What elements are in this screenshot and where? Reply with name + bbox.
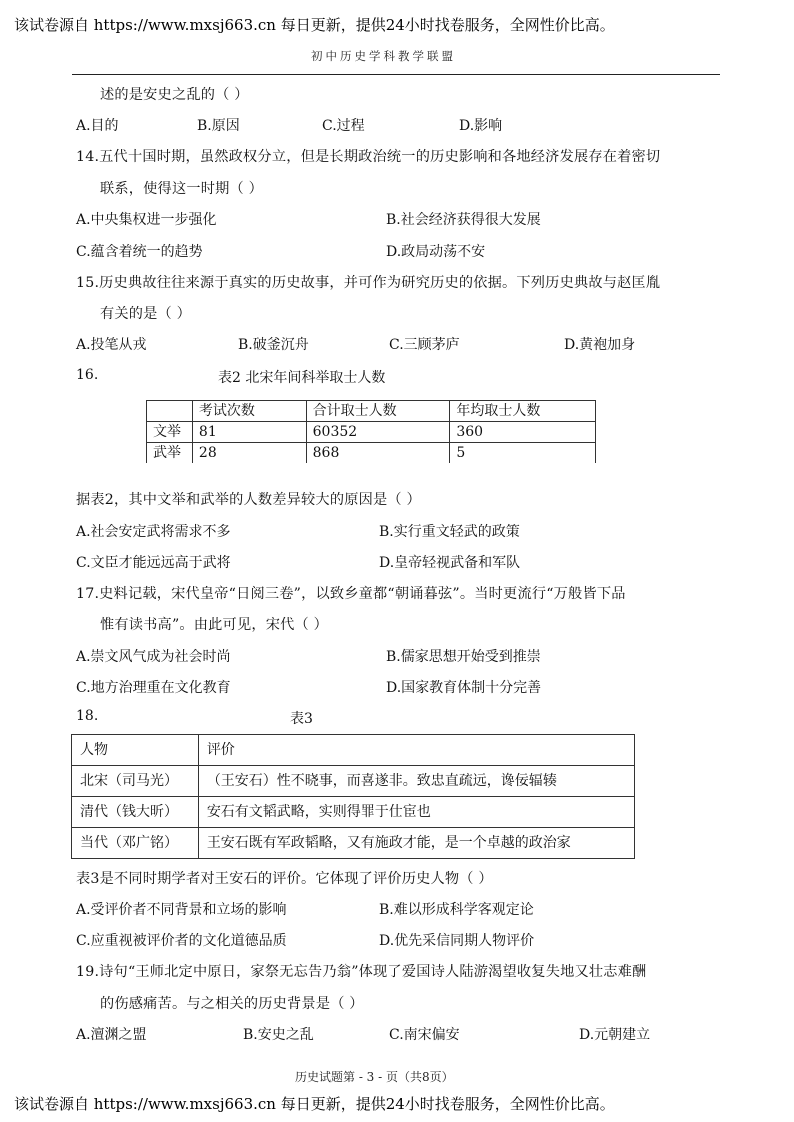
q18-number: 18.: [76, 708, 99, 724]
q18-table-row: [72, 766, 635, 797]
q18-table-cell: 清代（钱大昕）: [72, 797, 199, 828]
q17-stem-line1: 17.史料记载，宋代皇帝“日阅三卷”，以致乡童都“朝诵暮弦”。当时更流行“万般皆下品: [76, 586, 626, 602]
q16-table-cell: 考试次数: [192, 401, 306, 422]
q16-table-cell: 年均取士人数: [450, 401, 596, 422]
q19-option-c: C.南宋偏安: [389, 1027, 460, 1043]
q14-option-c: C.蕴含着统一的趋势: [76, 244, 203, 260]
q19-option-a: A.澶渊之盟: [76, 1027, 147, 1043]
q13-option-a: A.目的: [76, 118, 119, 134]
q16-table-cell: 60352: [306, 422, 450, 443]
q15-stem-line2: 有关的是（ ）: [100, 306, 192, 322]
q18-table-title: 表3: [290, 711, 313, 727]
q16-table-row: [147, 422, 596, 443]
q16-stem: 据表2，其中文举和武举的人数差异较大的原因是（ ）: [76, 492, 421, 508]
source-banner-bottom: 该试卷源自 https://www.mxsj663.cn 每日更新，提供24小时找卷服务，全网性价比高。: [14, 1095, 615, 1113]
q18-table-cell: 王安石既有军政韬略，又有施政才能，是一个卓越的政治家: [198, 828, 634, 859]
q14-option-a: A.中央集权进一步强化: [76, 212, 217, 228]
q16-table-cell: 360: [450, 422, 596, 443]
q16-table-header-row: [147, 401, 596, 422]
q18-table-row: [72, 828, 635, 859]
q18-table-cell: 人物: [72, 735, 199, 766]
q13-option-b: B.原因: [197, 118, 240, 134]
q18-table-header-row: [72, 735, 635, 766]
q14-stem-line1: 14.五代十国时期，虽然政权分立，但是长期政治统一的历史影响和各地经济发展存在着密切: [76, 149, 661, 165]
page-number: 历史试题第 - 3 - 页（共8页）: [295, 1070, 454, 1084]
q16-table-cell: 武举: [147, 443, 193, 464]
q19-stem-line2: 的伤感痛苦。与之相关的历史背景是（ ）: [100, 996, 364, 1012]
q16-table-row: [147, 443, 596, 464]
q17-option-c: C.地方治理重在文化教育: [76, 680, 231, 696]
q16-table-cell: 5: [450, 443, 596, 464]
q14-option-d: D.政局动荡不安: [386, 244, 486, 260]
q13-option-d: D.影响: [459, 118, 503, 134]
q18-option-c: C.应重视被评价者的文化道德品质: [76, 933, 287, 949]
q15-option-c: C.三顾茅庐: [389, 337, 460, 353]
q18-table-row: [72, 797, 635, 828]
q15-option-d: D.黄袍加身: [564, 337, 636, 353]
q18-stem: 表3是不同时期学者对王安石的评价。它体现了评价历史人物（ ）: [76, 871, 493, 887]
q19-option-b: B.安史之乱: [243, 1027, 314, 1043]
q13-option-c: C.过程: [322, 118, 365, 134]
q16-table-cell: 文举: [147, 422, 193, 443]
q15-option-b: B.破釜沉舟: [238, 337, 309, 353]
q17-option-b: B.儒家思想开始受到推崇: [386, 649, 541, 665]
q16-table-cell: 28: [192, 443, 306, 464]
q16-option-d: D.皇帝轻视武备和军队: [379, 555, 521, 571]
q16-table-cell: 868: [306, 443, 450, 464]
q17-option-a: A.崇文风气成为社会时尚: [76, 649, 231, 665]
q19-stem-line1: 19.诗句“王师北定中原日，家祭无忘告乃翁”体现了爱国诗人陆游渴望收复失地又壮志难酬: [76, 964, 647, 980]
q16-table: [146, 400, 596, 463]
q18-table: [71, 734, 635, 859]
source-banner-top: 该试卷源自 https://www.mxsj663.cn 每日更新，提供24小时找卷服务，全网性价比高。: [14, 16, 615, 34]
q18-table-cell: 当代（邓广铭）: [72, 828, 199, 859]
q14-stem-line2: 联系，使得这一时期（ ）: [100, 181, 263, 197]
q16-number: 16.: [76, 367, 99, 383]
q18-table-cell: 安石有文韬武略，实则得罪于仕宦也: [198, 797, 634, 828]
page-subtitle: 初中历史学科教学联盟: [311, 49, 456, 63]
q18-option-b: B.难以形成科学客观定论: [379, 902, 534, 918]
q16-table-title: 表2 北宋年间科举取士人数: [218, 370, 386, 386]
q15-option-a: A.投笔从戎: [76, 337, 147, 353]
q19-option-d: D.元朝建立: [579, 1027, 651, 1043]
q16-option-b: B.实行重文轻武的政策: [379, 524, 520, 540]
q16-table-cell: 合计取士人数: [306, 401, 450, 422]
q17-option-d: D.国家教育体制十分完善: [386, 680, 542, 696]
q18-table-cell: 评价: [198, 735, 634, 766]
q16-table-cell: [147, 401, 193, 422]
q16-table-cell: 81: [192, 422, 306, 443]
q16-option-c: C.文臣才能远远高于武将: [76, 555, 231, 571]
header-rule: [72, 74, 720, 75]
q16-option-a: A.社会安定武将需求不多: [76, 524, 231, 540]
q18-option-a: A.受评价者不同背景和立场的影响: [76, 902, 287, 918]
q17-stem-line2: 惟有读书高”。由此可见，宋代（ ）: [100, 617, 328, 633]
q14-option-b: B.社会经济获得很大发展: [386, 212, 541, 228]
q13-stem-tail: 述的是安史之乱的（ ）: [100, 87, 249, 103]
q18-option-d: D.优先采信同期人物评价: [379, 933, 535, 949]
q15-stem-line1: 15.历史典故往往来源于真实的历史故事，并可作为研究历史的依据。下列历史典故与赵匡胤: [76, 275, 661, 291]
q18-table-cell: 北宋（司马光）: [72, 766, 199, 797]
q18-table-cell: （王安石）性不晓事，而喜遂非。致忠直疏远，谗佞辐辏: [198, 766, 634, 797]
